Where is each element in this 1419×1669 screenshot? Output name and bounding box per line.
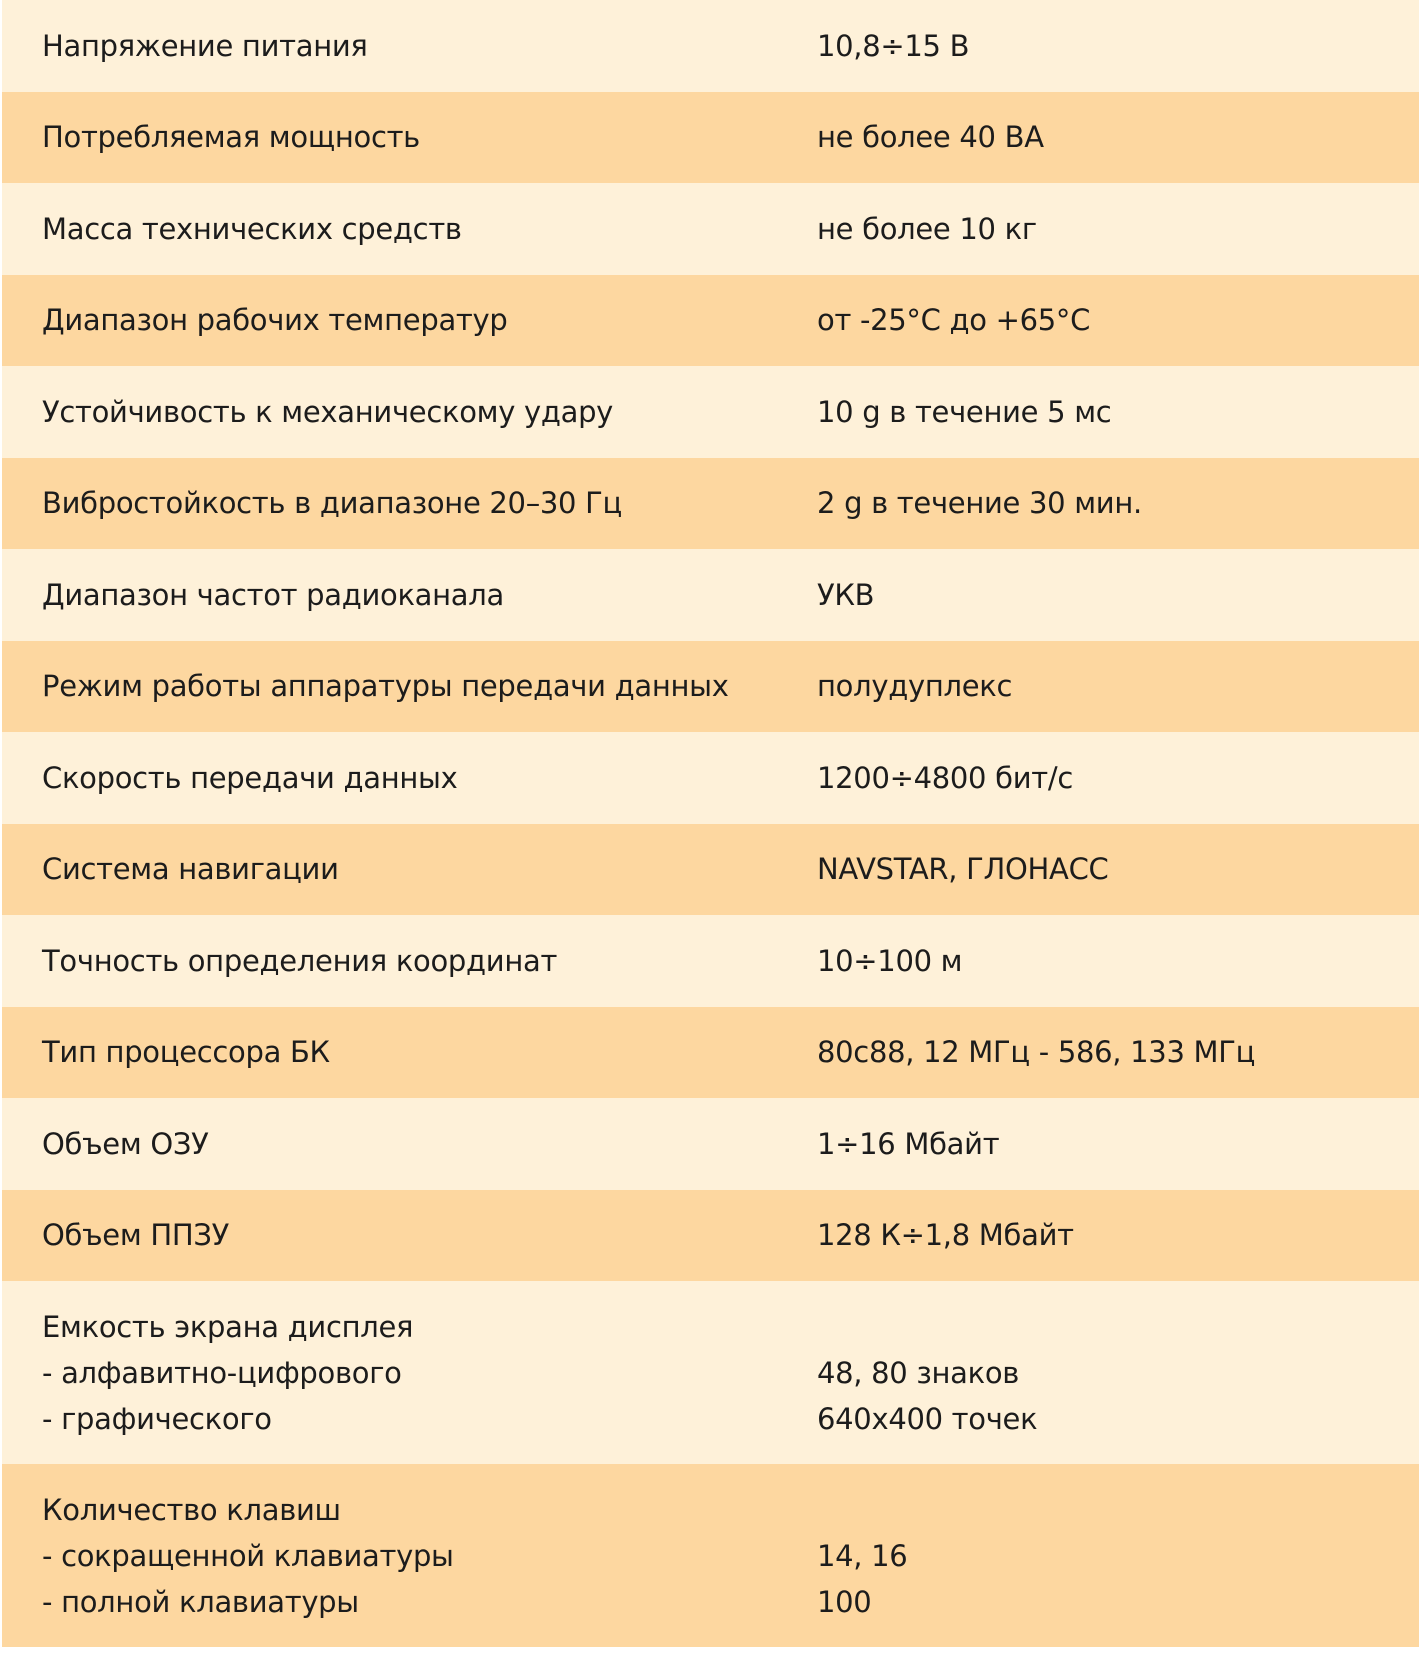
spec-label: Диапазон рабочих температур	[42, 303, 508, 338]
spec-value: 10 g в течение 5 мс	[817, 394, 1112, 429]
spec-row-position-accuracy	[2, 915, 1419, 1007]
spec-row-data-mode	[2, 641, 1419, 733]
spec-label: Система навигации	[42, 852, 339, 887]
spec-row-display-capacity	[2, 1281, 1419, 1464]
spec-table	[2, 0, 1419, 1647]
spec-value: 128 К÷1,8 Мбайт	[817, 1218, 1074, 1253]
spec-label: Устойчивость к механическому удару	[42, 394, 614, 429]
spec-row-key-count	[2, 1464, 1419, 1647]
spec-value: NAVSTAR, ГЛОНАСС	[817, 852, 1109, 887]
spec-row-mass	[2, 183, 1419, 275]
spec-label-main: Емкость экрана дисплея	[42, 1309, 414, 1344]
spec-label: Диапазон частот радиоканала	[42, 577, 504, 612]
spec-label: Напряжение питания	[42, 28, 368, 63]
spec-label: Масса технических средств	[42, 211, 462, 246]
spec-label	[2, 1487, 817, 1625]
spec-value: полудуплекс	[817, 669, 1013, 704]
spec-value: от -25°С до +65°С	[817, 303, 1091, 338]
spec-row-temperature-range	[2, 275, 1419, 367]
spec-label: Точность определения координат	[42, 943, 558, 978]
spec-row-rom	[2, 1190, 1419, 1282]
spec-label-sub: - графического	[42, 1401, 272, 1436]
spec-value: 1÷16 Мбайт	[817, 1126, 1000, 1161]
spec-row-shock-resistance	[2, 366, 1419, 458]
spec-label-sub: - алфавитно-цифрового	[42, 1355, 402, 1390]
spec-value-sub: 14, 16	[817, 1538, 908, 1573]
spec-label: Тип процессора БК	[42, 1035, 330, 1070]
spec-label-main: Количество клавиш	[42, 1492, 341, 1527]
spec-value: не более 40 ВА	[817, 120, 1044, 155]
spec-value	[817, 1487, 1419, 1625]
spec-row-data-rate	[2, 732, 1419, 824]
spec-label: Объем ППЗУ	[42, 1218, 230, 1253]
spec-value-sub: 48, 80 знаков	[817, 1355, 1020, 1390]
spec-label: Объем ОЗУ	[42, 1126, 209, 1161]
spec-value-sub: 640х400 точек	[817, 1401, 1038, 1436]
spec-row-supply-voltage	[2, 0, 1419, 92]
spec-value: 10÷100 м	[817, 943, 963, 978]
spec-label: Потребляемая мощность	[42, 120, 420, 155]
spec-label: Вибростойкость в диапазоне 20–30 Гц	[42, 486, 622, 521]
spec-value: 1200÷4800 бит/с	[817, 760, 1073, 795]
spec-value: 10,8÷15 В	[817, 28, 970, 63]
spec-value-sub: 100	[817, 1584, 872, 1619]
spec-label-sub: - полной клавиатуры	[42, 1584, 359, 1619]
spec-value: УКВ	[817, 577, 875, 612]
spec-row-radio-band	[2, 549, 1419, 641]
spec-row-power-consumption	[2, 92, 1419, 184]
spec-value-spacer	[817, 1487, 1419, 1533]
spec-label	[2, 1304, 817, 1442]
spec-row-processor-type	[2, 1007, 1419, 1099]
spec-row-vibration-resistance	[2, 458, 1419, 550]
spec-label-sub: - сокращенной клавиатуры	[42, 1538, 454, 1573]
spec-row-ram	[2, 1098, 1419, 1190]
spec-label: Скорость передачи данных	[42, 760, 458, 795]
spec-label: Режим работы аппаратуры передачи данных	[42, 669, 729, 704]
spec-value: 2 g в течение 30 мин.	[817, 486, 1142, 521]
spec-value-spacer	[817, 1304, 1419, 1350]
spec-row-navigation-system	[2, 824, 1419, 916]
spec-value: не более 10 кг	[817, 211, 1037, 246]
spec-value	[817, 1304, 1419, 1442]
spec-value: 80с88, 12 МГц - 586, 133 МГц	[817, 1035, 1256, 1070]
